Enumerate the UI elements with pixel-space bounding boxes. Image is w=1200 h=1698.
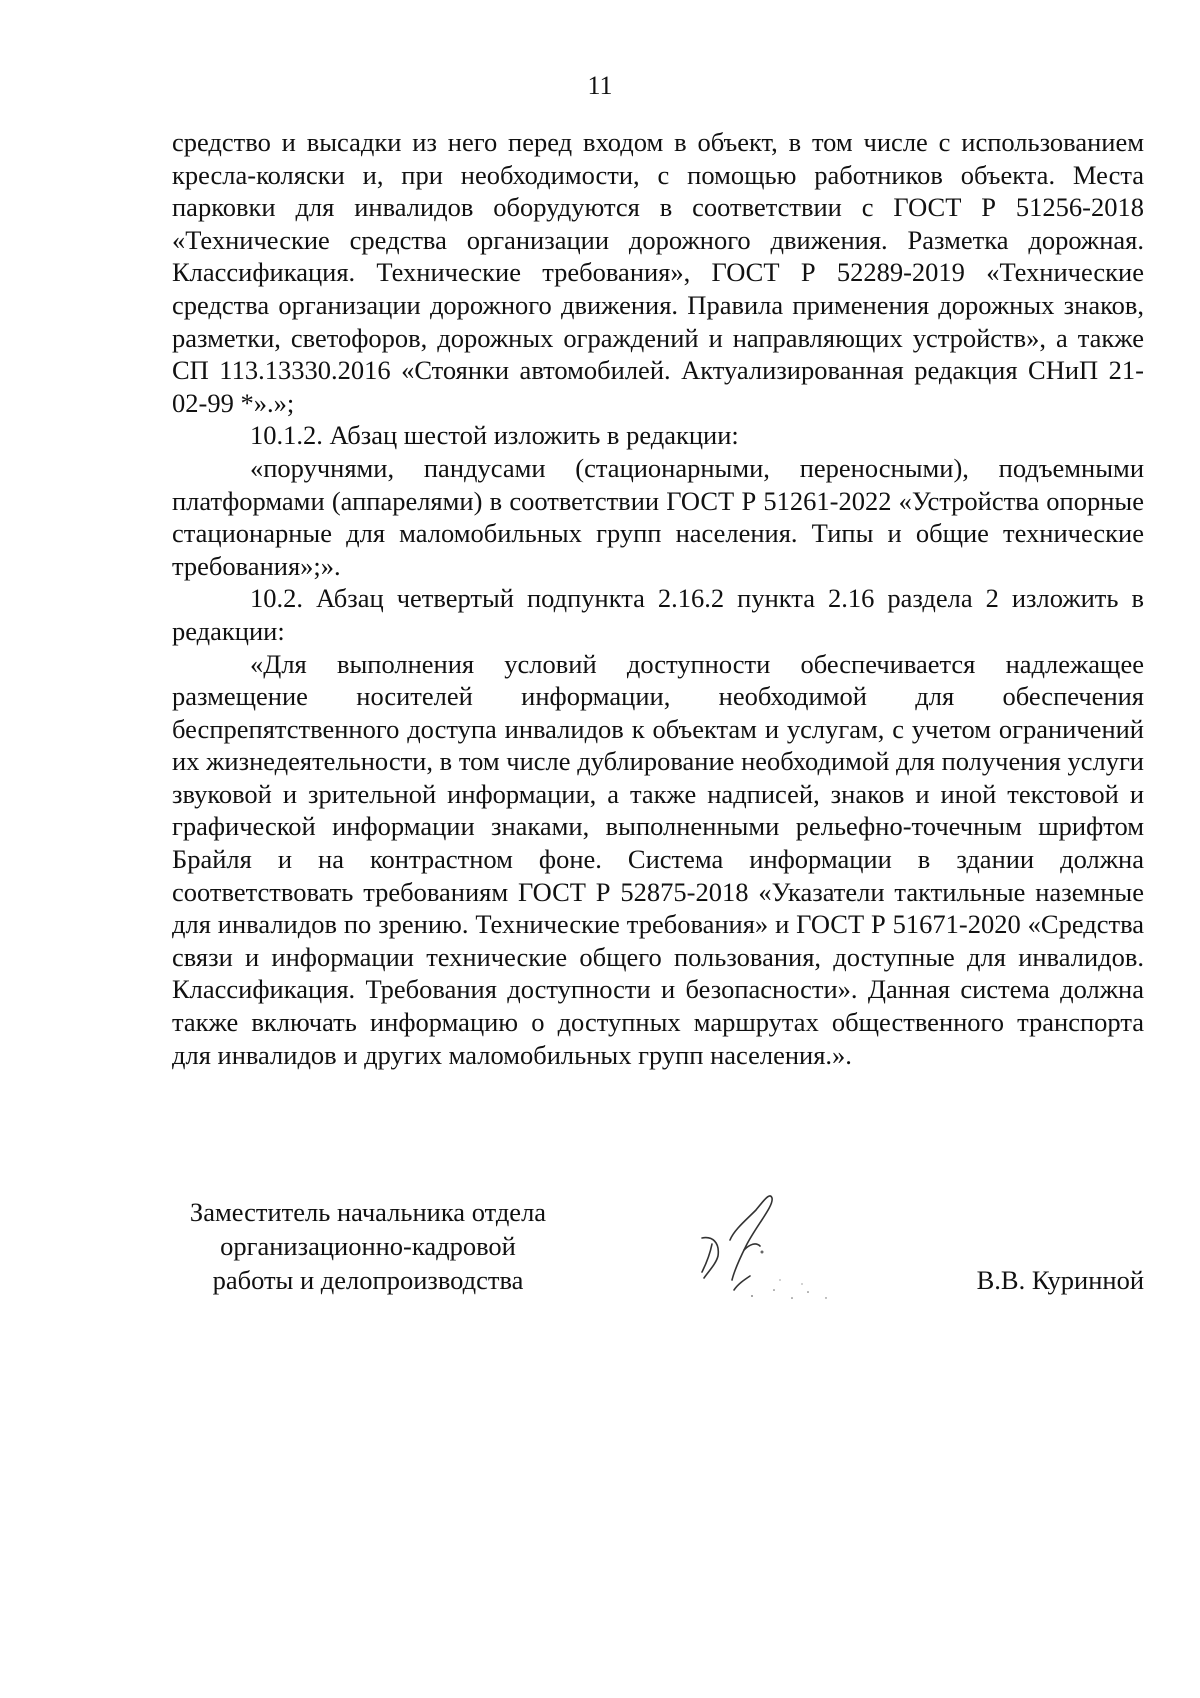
paragraph-3: «поручнями, пандусами (стационарными, переносными), подъемными платформами (аппарелями) в соответствии ГОСТ Р 51261-2022 «Устройства опорные стационарные для маломобильных групп населения. Типы и общие технические требования»;». [172, 452, 1144, 581]
signer-position [168, 1195, 568, 1297]
signer-position-line-1: Заместитель начальника отдела [189, 1197, 547, 1227]
signer-position-line-3: работы и делопроизводства [212, 1265, 524, 1295]
paragraph-5: «Для выполнения условий доступности обеспечивается надлежащее размещение носителей информации, необходимой для обеспечения беспрепятственного доступа инвалидов к объектам и услугам, с учетом ограничений их жизнедеятельности, в том числе дублирование необходимой для получения услуги звуковой и зрительной информации, а также надписей, знаков и иной текстовой и графической информации знаками, выполненными рельефно-точечным шрифтом Брайля и на контрастном фоне. Система информации в здании должна соответствовать требованиям ГОСТ Р 52875-2018 «Указатели тактильные наземные для инвалидов по зрению. Технические требования» и ГОСТ Р 51671-2020 «Средства связи и информации технические общего пользования, доступные для инвалидов. Классификация. Требования доступности и безопасности». Данная система должна также включать информацию о доступных маршрутах общественного транспорта для инвалидов и других маломобильных групп населения.». [172, 648, 1144, 1070]
page-number: 11 [587, 71, 613, 100]
handwritten-signature-icon [690, 1180, 890, 1300]
signer-name: В.В. Куринной [976, 1265, 1144, 1295]
document-body [172, 126, 1144, 1071]
paragraph-4: 10.2. Абзац четвертый подпункта 2.16.2 пункта 2.16 раздела 2 изложить в редакции: [172, 583, 1144, 646]
paragraph-2: 10.1.2. Абзац шестой изложить в редакции: [250, 420, 739, 451]
paragraph-1: средство и высадки из него перед входом в объект, в том числе с использованием кресла-коляски и, при необходимости, с помощью работников объекта. Места парковки для инвалидов оборудуются в соответствии с ГОСТ Р 51256-2018 «Технические средства организации дорожного движения. Разметка дорожная. Классификация. Технические требования», ГОСТ Р 52289-2019 «Технические средства организации дорожного движения. Правила применения дорожных знаков, разметки, светофоров, дорожных ограждений и направляющих устройств», а также СП 113.13330.2016 «Стоянки автомобилей. Актуализированная редакция СНиП 21-02-99 *».»; [172, 127, 1144, 418]
signer-position-line-2: организационно-кадровой [220, 1231, 516, 1261]
